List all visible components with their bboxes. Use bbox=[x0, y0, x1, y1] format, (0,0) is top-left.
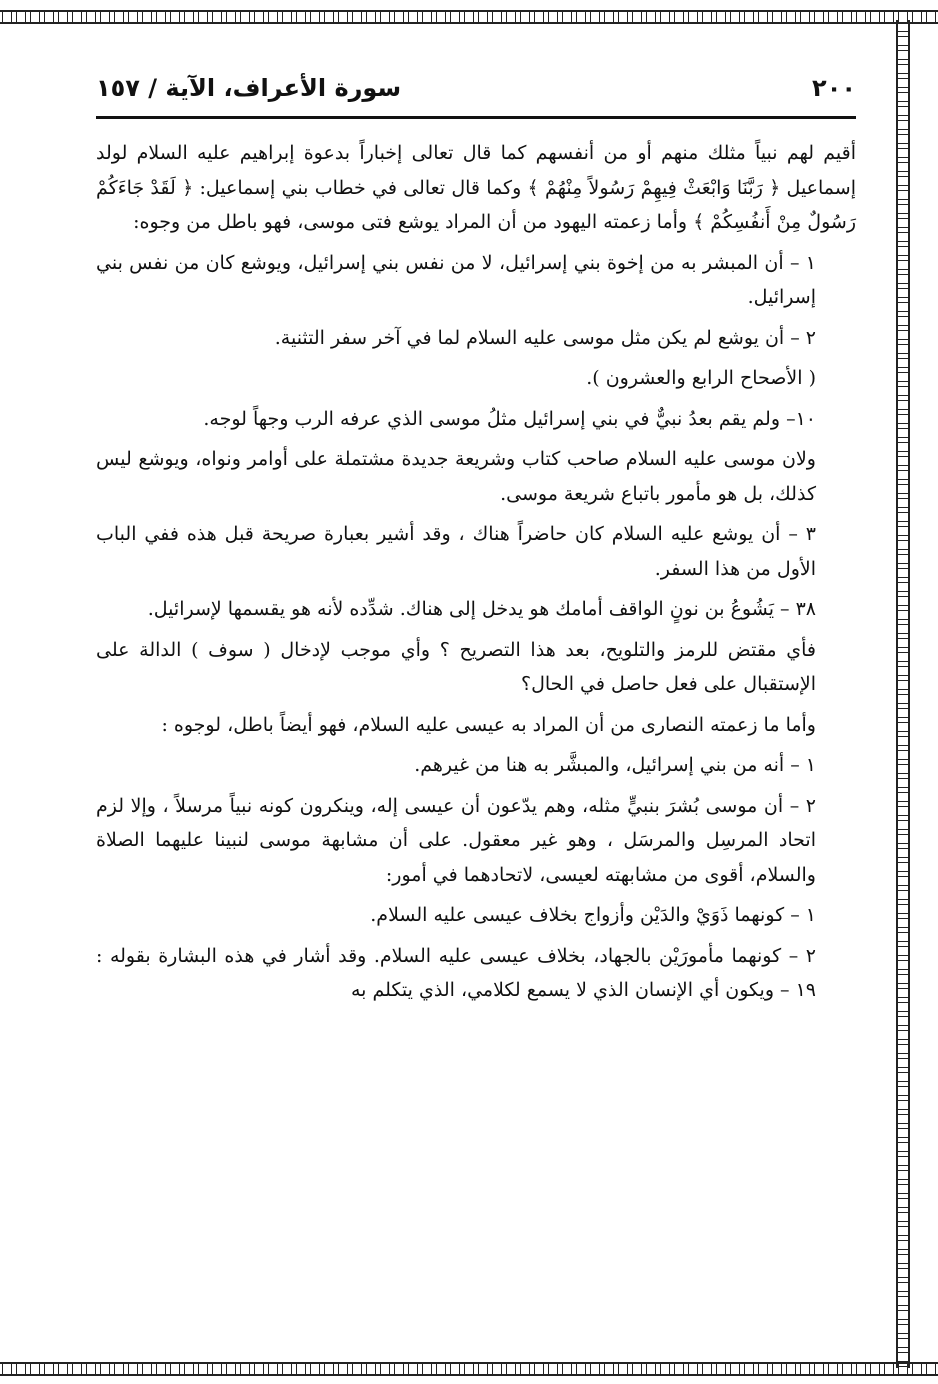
paragraph: وأما ما زعمته النصارى من أن المراد به عيسى عليه السلام، فهو أيضاً باطل، لوجوه : bbox=[161, 713, 816, 736]
paragraph: أقيم لهم نبياً مثلك منهم أو من أنفسهم كما قال تعالى إخباراً بدعوة إبراهيم عليه السلام لولد إسماعيل ﴿ رَبَّنَا وَابْعَثْ فِيهِمْ رَسُولاً مِنْهُمْ ﴾ وكما قال تعالى في خطاب بني إسماعيل: ﴿ لَقَدْ جَاءَكُمْ رَسُولٌ مِنْ أَنفُسِكُمْ ﴾ وأما زعمته اليهود من أن المراد يوشع فتى موسى، فهو باطل من وجوه: bbox=[96, 142, 856, 233]
body-text bbox=[96, 136, 856, 1014]
paragraph: ولان موسى عليه السلام صاحب كتاب وشريعة جديدة مشتملة على أوامر ونواه، ويوشع ليس كذلك، بل هو مأمور باتباع شريعة موسى. bbox=[96, 448, 816, 505]
page-header bbox=[96, 70, 856, 110]
paragraph: ١ – كونهما ذَوَيْ والدَيْن وأزواج بخلاف عيسى عليه السلام. bbox=[370, 904, 816, 926]
paragraph: ٣٨ – يَشُوعُ بن نونٍ الواقف أمامك هو يدخل إلى هناك. شدِّده لأنه هو يقسمها لإسرائيل. bbox=[147, 598, 816, 620]
paragraph: ( الأصحاح الرابع والعشرون ). bbox=[586, 367, 816, 389]
page-number: ٢٠٠ bbox=[812, 74, 856, 102]
paragraph: فأي مقتض للرمز والتلويح، بعد هذا التصريح ؟ وأي موجب لإدخال ( سوف ) الدالة على الإستقبال على فعل حاصل في الحال؟ bbox=[96, 638, 816, 695]
paragraph: ٢ – أن يوشع لم يكن مثل موسى عليه السلام لما في آخر سفر التثنية. bbox=[274, 326, 816, 349]
paragraph: ١ – أنه من بني إسرائيل، والمبشَّر به هنا من غيرهم. bbox=[414, 754, 816, 776]
top-chain-border bbox=[0, 10, 938, 24]
paragraph: ٢ – أن موسى بُشرَ بنبيٍّ مثله، وهم يدّعون أن عيسى إله، وينكرون كونه نبياً مرسلاً ، وإلا لزم اتحاد المرسِل والمرسَل ، وهو غير معقول. على أن مشابهة موسى لنبينا عليهما الصلاة والسلام، أقوى من مشابهته لعيسى، لاتحادهما في أمور: bbox=[96, 794, 816, 886]
paragraph: ٢ – كونهما مأمورَيْن بالجهاد، بخلاف عيسى عليه السلام. وقد أشار في هذه البشارة بقوله : ١٩ – ويكون أي الإنسان الذي لا يسمع لكلامي، الذي يتكلم به bbox=[96, 944, 816, 1001]
header-rule bbox=[96, 116, 856, 119]
bottom-chain-border bbox=[0, 1362, 938, 1376]
paragraph: ١٠– ولم يقم بعدُ نبيٌّ في بني إسرائيل مثلُ موسى الذي عرفه الرب وجهاً لوجه. bbox=[203, 407, 816, 430]
paragraph: ١ – أن المبشر به من إخوة بني إسرائيل، لا من نفس بني إسرائيل، ويوشع كان من نفس بني إسرائيل. bbox=[96, 251, 816, 308]
running-title: سورة الأعراف، الآية / ١٥٧ bbox=[96, 74, 402, 102]
right-chain-border bbox=[896, 20, 910, 1368]
paragraph: ٣ – أن يوشع عليه السلام كان حاضراً هناك ، وقد أشير بعبارة صريحة قبل هذه ففي الباب الأول من هذا السفر. bbox=[96, 523, 816, 580]
